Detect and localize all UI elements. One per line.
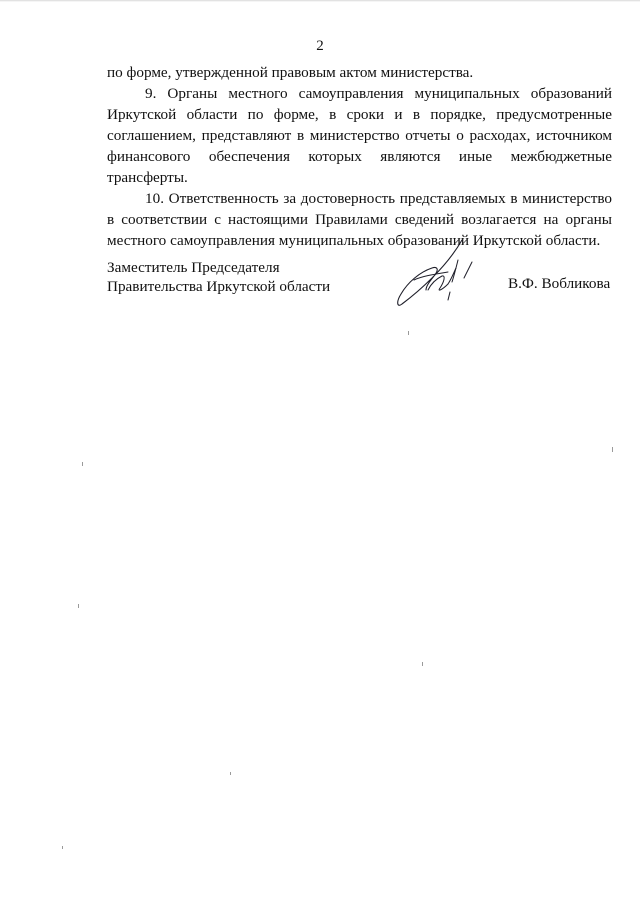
- scan-speck: [230, 772, 231, 775]
- signatory-title-line-2: Правительства Иркутской области: [107, 278, 331, 295]
- scan-speck: [612, 447, 613, 452]
- paragraph-9-line-2: Иркутской области по форме, в сроки и в порядке, предусмотренные: [107, 106, 612, 123]
- signatory-name: В.Ф. Вобликова: [508, 275, 611, 292]
- scan-speck: [408, 331, 409, 335]
- paragraph-9-line-1: 9. Органы местного самоуправления муниципальных образований: [145, 85, 612, 102]
- scan-speck: [62, 846, 63, 849]
- signatory-title-line-1: Заместитель Председателя: [107, 259, 280, 276]
- paragraph-9-line-3: соглашением, представляют в министерство отчеты о расходах, источником: [107, 127, 612, 144]
- paragraph-10-line-3: местного самоуправления муниципальных образований Иркутской области.: [107, 232, 601, 249]
- page-number: 2: [316, 38, 324, 54]
- paragraph-10-line-2: в соответствии с настоящими Правилами сведений возлагается на органы: [107, 211, 612, 228]
- paragraph-10-line-1: 10. Ответственность за достоверность представляемых в министерство: [145, 190, 612, 207]
- paragraph-8-tail: по форме, утвержденной правовым актом министерства.: [107, 64, 474, 81]
- scan-edge: [0, 0, 640, 2]
- handwritten-signature: [392, 232, 484, 314]
- paragraph-9-line-5: трансферты.: [107, 169, 188, 186]
- scan-speck: [422, 662, 423, 666]
- scan-speck: [78, 604, 79, 608]
- paragraph-9-line-4: финансового обеспечения которых являются иные межбюджетные: [107, 148, 612, 165]
- scan-speck: [82, 462, 83, 466]
